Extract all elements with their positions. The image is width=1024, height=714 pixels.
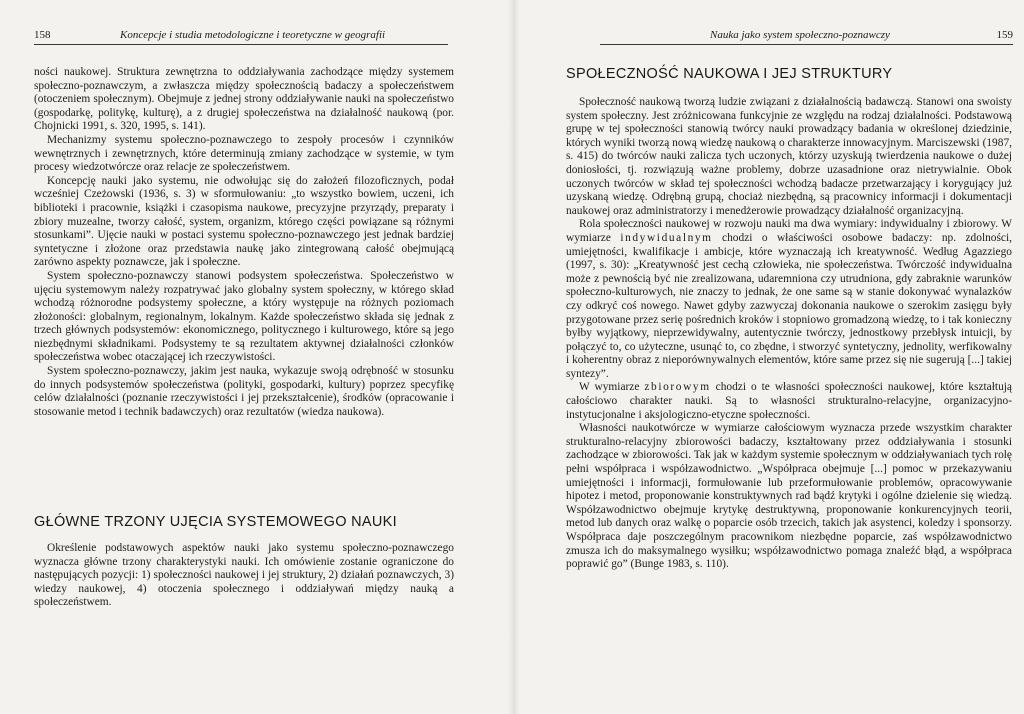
paragraph xyxy=(566,381,1012,422)
paragraph: Określenie podstawowych aspektów nauki jako systemu społeczno-poznawczego wyznacza główne trzony charakterystyki nauki. Ich omówienie zostanie ograniczone do następujących pozycji: 1) społeczności naukowej i jej struktury, 2) działań poznawczych, 3) wiedzy naukowej, 4) otoczenia społecznego i oddziaływań między nauką a społeczeństwem. xyxy=(34,542,454,609)
spaced-term: indywidualnym xyxy=(620,231,713,244)
left-body-text xyxy=(34,66,454,419)
right-page-number: 159 xyxy=(996,29,1013,41)
paragraph: Społeczność naukową tworzą ludzie związani z działalnością badawczą. Stanowi ona swoisty system społeczny. Jest zróżnicowana funkcyjnie ze względu na rodzaj działalności. Podstawową grupę w tej społeczności stanowią twórcy nauki prowadzący badania w określonej dziedzinie, których wyniki tworzą nową wiedzę naukową o charakterze innowacyjnym. Marciszewski (1987, s. 415) do twórców nauki zalicza tych uczonych, którzy uzyskują twierdzenia naukowe o dużej doniosłości, tj. rozwiązują ważne problemy, dobrze uzasadnione oraz nietrywialnie. Obok uczonych twórców w skład tej społeczności wchodzą badacze przetwarzający i korygujący już uzyskaną wiedzę. Odrębną grupą, chociaż niezbędną, są pracownicy informacji i dokumentacji naukowej oraz administratorzy i menedżerowie prowadzący działalność organizacyjną. xyxy=(566,96,1012,217)
page-gutter xyxy=(508,0,520,714)
left-page-number: 158 xyxy=(34,29,51,41)
left-running-head-title: Koncepcje i studia metodologiczne i teoretyczne w geografii xyxy=(120,29,386,41)
section-heading-left: GŁÓWNE TRZONY UJĘCIA SYSTEMOWEGO NAUKI xyxy=(34,514,397,530)
text-span: chodzi o te własności społeczności naukowej, które kształtują całościowo charakter nauki. Są to własności strukturalno-relacyjne, organizacyjno-instytucjonalne i aksjologiczno-etyczne społeczności. xyxy=(566,381,1012,421)
right-running-head xyxy=(600,28,1013,45)
left-body-text-section xyxy=(34,542,454,610)
paragraph: Własności naukotwórcze w wymiarze całościowym wyznacza przede wszystkim charakter strukturalno-relacyjny zbiorowości badaczy, kształtowany przez oddziaływania i stosunki zachodzące w zbiorowości. Tak jak w każdym systemie społecznym w oddziaływaniach tych rolę pełni współpraca i współzawodnictwo. „Współpraca obejmuje [...] pomoc w przekazywaniu umiejętności i informacji, formułowanie lub przeformułowanie problemów, opracowywanie hipotez i metod, proponowanie konstruktywnych rad bądź krytyki i ogólne dzielenie się wiedzą. Współzawodnictwo obejmuje krytykę destruktywną, proponowanie konkurencyjnych teorii, metod lub danych oraz walkę o poparcie osób trzecich, takich jak asystenci, koledzy i sponsorzy. Współpraca daje poszczególnym pracownikom niezbędne poparcie, zaś współzawodnictwo zmusza ich do maksymalnego wysiłku; współzawodnictwo pomaga znaleźć błąd, a współpraca poprawić go” (Bunge 1983, s. 110). xyxy=(566,422,1012,571)
section-heading-right: SPOŁECZNOŚĆ NAUKOWA I JEJ STRUKTURY xyxy=(566,66,893,82)
paragraph: System społeczno-poznawczy stanowi podsystem społeczeństwa. Społeczeństwo w ujęciu systemowym należy rozpatrywać jako globalny system społeczny, w którego skład wchodzą różnorodne podsystemy społeczne, a który występuje na różnych poziomach złożoności: globalnym, regionalnym, lokalnym. Każde społeczeństwo składa się jednak z trzech głównych podsystemów: ekonomicznego, politycznego i kulturowego, które są jego niezbędnymi składnikami. Podsystemy te są rezultatem aktywnej działalności członków społeczeństwa wobec otaczającej ich rzeczywistości. xyxy=(34,269,454,364)
paragraph: System społeczno-poznawczy, jakim jest nauka, wykazuje swoją odrębność w stosunku do innych podsystemów społeczeństwa (polityki, gospodarki, kultury) poprzez specyfikę celów działalności (poznanie rzeczywistości i jej przekształcenie), środków (opracowanie i stosowanie metod i technik badawczych) oraz rezultatów (wiedza naukowa). xyxy=(34,365,454,418)
text-span: Rola społeczności naukowej w rozwoju nauki ma dwa wymiary: indywidualny i zbiorowy. W wymiarze xyxy=(566,218,1012,244)
paragraph: ności naukowej. Struktura zewnętrzna to oddziaływania zachodzące między systemem społeczno-poznawczym, a zwłaszcza między społecznością badaczy a społeczeństwem (otoczeniem społecznym). Obejmuje z jednej strony oddziaływanie nauki na społeczeństwo (gospodarkę, politykę, kulturę), a z drugiej społeczeństwa na działalność naukową (por. Chojnicki 1991, s. 320, 1995, s. 141). xyxy=(34,66,454,133)
right-page xyxy=(520,0,1024,714)
spaced-term: zbiorowym xyxy=(644,381,711,394)
paragraph xyxy=(566,218,1012,381)
left-page xyxy=(0,0,508,714)
text-span: W wymiarze xyxy=(579,381,645,394)
right-body-text xyxy=(566,96,1012,572)
paragraph: Koncepcję nauki jako systemu, nie odwołując się do założeń filozoficznych, podał wcześniej Czeżowski (1936, s. 3) w sformułowaniu: „to wszystko bowiem, uczeni, ich biblioteki i pracownie, książki i czasopisma naukowe, precyzyjne przyrządy, preparaty i zbiory muzealne, tworzy całość, system, organizm, którego części powiązane są różnymi stosunkami”. Ujęcie nauki w postaci systemu społeczno-poznawczego jest jednak bardziej syntetyczne i złożone oraz przedstawia naukę jako zintegrowaną całość obejmującą zarówno aspekty poznawcze, jak i społeczne. xyxy=(34,174,454,269)
paragraph: Mechanizmy systemu społeczno-poznawczego to zespoły procesów i czynników wewnętrznych i zewnętrznych, które determinują zmiany zachodzące w systemie, w tym procesy wiedzotwórcze oraz relacje ze społeczeństwem. xyxy=(34,133,454,174)
left-running-head xyxy=(34,28,448,45)
right-running-head-title: Nauka jako system społeczno-poznawczy xyxy=(710,29,890,41)
text-span: chodzi o właściwości osobowe badaczy: np. zdolności, umiejętności, kwalifikacje i ambicje, które wyznaczają ich kreatywność. Według Agazziego (1997, s. 30): „Kreatywność jest cechą człowieka, nie społeczeństwa. Twórczość indywidualna może z pewnością być nie zrealizowana, udaremniona czy utrudniona, gdy zabraknie warunków społeczno-kulturowych, nie znaczy to jednak, że one same są w stanie dokonywać wynalazków czy odkryć coś nowego. Nawet gdyby zazwyczaj dokonania naukowe o szerokim zasięgu były przygotowane przez serię pośrednich kroków i stopniowo gromadzoną wiedzę, to i tak konieczny byłby wyjątkowy, nieprzewidywalny, autentycznie twórczy, jednostkowy przebłysk intuicji, by połączyć to, co użyteczne, usunąć to, co zbędne, i stworzyć syntetyczny, jednolity, werfikowalny i koherentny obraz z nieporównywalnych elementów, które same przez się nie sugerują [...] takiej syntezy”. xyxy=(566,231,1012,380)
